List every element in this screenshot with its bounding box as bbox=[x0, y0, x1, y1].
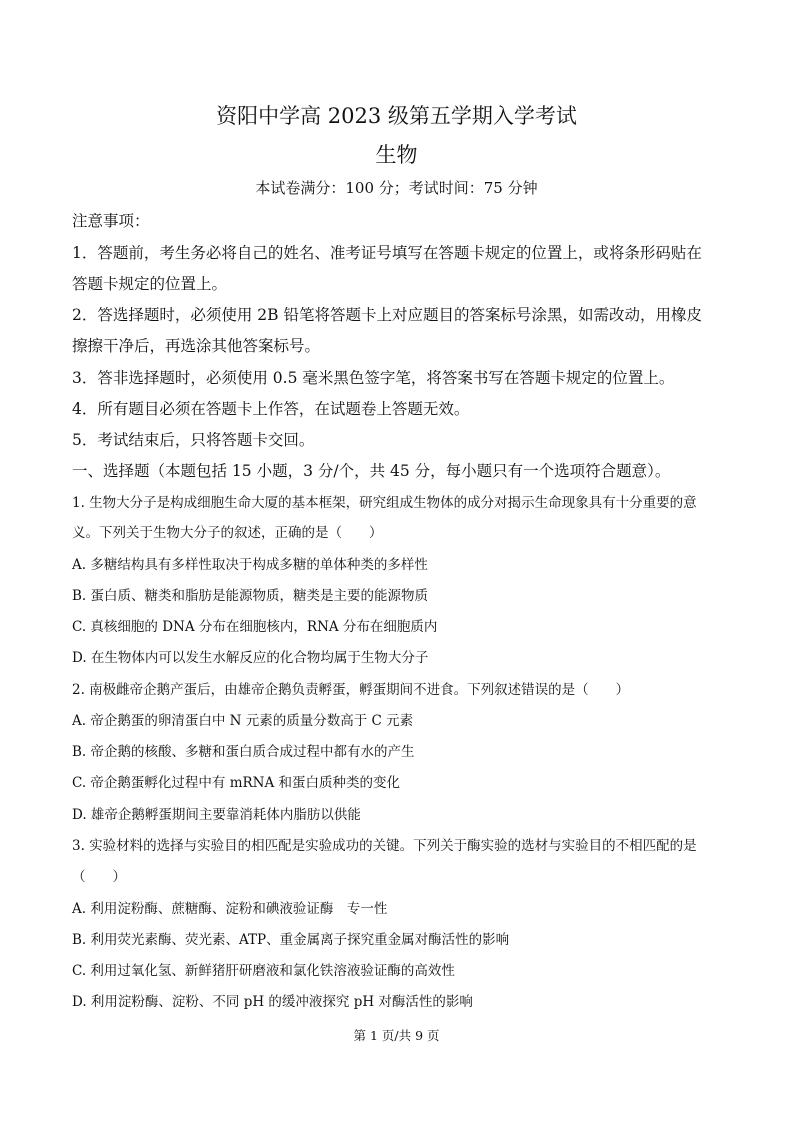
question-stem: 义。下列关于生物大分子的叙述，正确的是（ ） bbox=[72, 525, 383, 541]
notice-line: 2．答选择题时，必须使用 2B 铅笔将答题卡上对应题目的答案标号涂黑，如需改动，用橡皮 bbox=[72, 306, 702, 324]
question-option: C. 帝企鹅蛋孵化过程中有 mRNA 和蛋白质种类的变化 bbox=[72, 775, 401, 791]
notice-line: 4．所有题目必须在答题卡上作答，在试题卷上答题无效。 bbox=[72, 400, 470, 418]
question-stem: 2. 南极雌帝企鹅产蛋后，由雄帝企鹅负责孵蛋，孵蛋期间不进食。下列叙述错误的是（ ） bbox=[72, 682, 630, 698]
question-option: D. 利用淀粉酶、淀粉、不同 pH 的缓冲液探究 pH 对酶活性的影响 bbox=[72, 994, 473, 1010]
question-option: B. 蛋白质、糖类和脂肪是能源物质，糖类是主要的能源物质 bbox=[72, 588, 429, 604]
question-option: C. 利用过氧化氢、新鲜猪肝研磨液和氯化铁溶液验证酶的高效性 bbox=[72, 963, 455, 979]
question-option: A. 多糖结构具有多样性取决于构成多糖的单体种类的多样性 bbox=[72, 557, 428, 573]
question-stem: 1. 生物大分子是构成细胞生命大厦的基本框架，研究组成生物体的成分对揭示生命现象具有十分重要的意 bbox=[72, 495, 697, 511]
question-option: D. 雄帝企鹅孵蛋期间主要靠消耗体内脂肪以供能 bbox=[72, 807, 361, 823]
question-option: B. 利用荧光素酶、荧光素、ATP、重金属离子探究重金属对酶活性的影响 bbox=[72, 932, 510, 948]
notice-line: 擦擦干净后，再选涂其他答案标号。 bbox=[72, 337, 321, 355]
question-stem: （ ） bbox=[72, 869, 126, 885]
exam-title: 资阳中学高 2023 级第五学期入学考试 bbox=[216, 104, 577, 128]
page-number: 第 1 页/共 9 页 bbox=[353, 1028, 440, 1043]
subject-title: 生物 bbox=[375, 143, 418, 167]
notice-line: 1．答题前，考生务必将自己的姓名、准考证号填写在答题卡规定的位置上，或将条形码贴在 bbox=[72, 244, 702, 262]
question-option: A. 利用淀粉酶、蔗糖酶、淀粉和碘液验证酶 专一性 bbox=[72, 901, 388, 917]
notice-line: 5．考试结束后，只将答题卡交回。 bbox=[72, 431, 315, 449]
exam-info: 本试卷满分：100 分；考试时间：75 分钟 bbox=[255, 179, 538, 197]
notice-line: 答题卡规定的位置上。 bbox=[72, 275, 228, 293]
question-option: C. 真核细胞的 DNA 分布在细胞核内，RNA 分布在细胞质内 bbox=[72, 619, 438, 635]
notice-line: 3．答非选择题时，必须使用 0.5 毫米黑色签字笔，将答案书写在答题卡规定的位置上。 bbox=[72, 369, 675, 387]
question-option: B. 帝企鹅的核酸、多糖和蛋白质合成过程中都有水的产生 bbox=[72, 744, 415, 760]
question-stem: 3. 实验材料的选择与实验目的相匹配是实验成功的关键。下列关于酶实验的选材与实验目的不相匹配的是 bbox=[72, 838, 697, 854]
notices-heading: 注意事项： bbox=[72, 212, 150, 230]
question-option: A. 帝企鹅蛋的卵清蛋白中 N 元素的质量分数高于 C 元素 bbox=[72, 713, 414, 729]
question-option: D. 在生物体内可以发生水解反应的化合物均属于生物大分子 bbox=[72, 650, 429, 666]
section-heading: 一、选择题（本题包括 15 小题，3 分/个，共 45 分，每小题只有一个选项符合题意）。 bbox=[72, 462, 671, 480]
